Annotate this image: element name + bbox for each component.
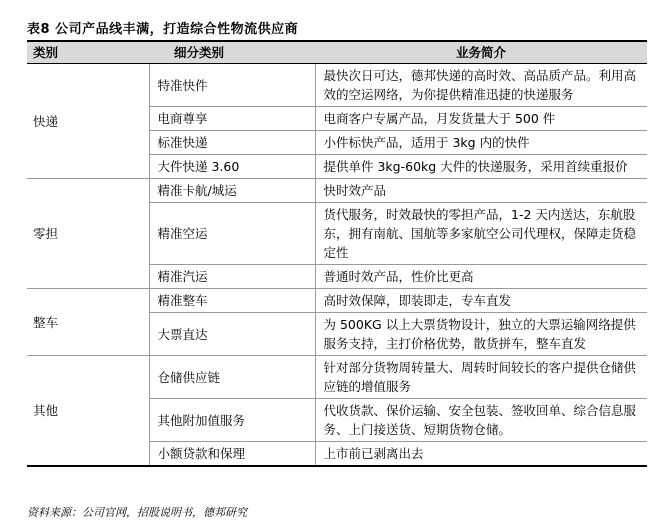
description-cell: 货代服务，时效最快的零担产品，1-2 天内送达，东航股东，拥有南航、国航等多家航空公司代理权，保障走货稳定性 <box>315 203 647 265</box>
table-row <box>27 64 647 107</box>
description-cell: 提供单件 3kg-60kg 大件的快递服务，采用首续重报价 <box>315 155 647 179</box>
description-cell: 为 500KG 以上大票货物设计，独立的大票运输网络提供服务支持，主打价格优势，散货拼车，整车直发 <box>315 313 647 356</box>
subcategory-cell: 其他附加值服务 <box>149 399 315 442</box>
header-subcategory: 细分类别 <box>149 41 315 64</box>
description-cell: 代收货款、保价运输、安全包装、签收回单、综合信息服务、上门接送货、短期货物仓储。 <box>315 399 647 442</box>
table-row <box>27 356 647 399</box>
table-title: 表8 公司产品线丰满，打造综合性物流供应商 <box>27 22 299 37</box>
table-header-row <box>27 41 647 64</box>
table-row <box>27 289 647 313</box>
table-row <box>27 179 647 203</box>
description-cell: 普通时效产品，性价比更高 <box>315 265 647 289</box>
description-cell: 上市前已剥离出去 <box>315 442 647 467</box>
subcategory-cell: 精准整车 <box>149 289 315 313</box>
category-cell: 其他 <box>27 356 149 467</box>
description-cell: 电商客户专属产品，月发货量大于 500 件 <box>315 107 647 131</box>
subcategory-cell: 大件快递 3.60 <box>149 155 315 179</box>
category-cell: 整车 <box>27 289 149 356</box>
subcategory-cell: 仓储供应链 <box>149 356 315 399</box>
subcategory-cell: 精准汽运 <box>149 265 315 289</box>
subcategory-cell: 标准快递 <box>149 131 315 155</box>
description-cell: 针对部分货物周转量大、周转时间较长的客户提供仓储供应链的增值服务 <box>315 356 647 399</box>
subcategory-cell: 特准快件 <box>149 64 315 107</box>
subcategory-cell: 小额贷款和保理 <box>149 442 315 467</box>
source-note: 资料来源：公司官网，招股说明书，德邦研究 <box>27 506 247 519</box>
subcategory-cell: 大票直达 <box>149 313 315 356</box>
product-line-table <box>27 40 647 467</box>
table-body <box>27 64 647 467</box>
header-description: 业务简介 <box>315 41 647 64</box>
subcategory-cell: 电商尊享 <box>149 107 315 131</box>
description-cell: 高时效保障，即装即走，专车直发 <box>315 289 647 313</box>
description-cell: 小件标快产品，适用于 3kg 内的快件 <box>315 131 647 155</box>
subcategory-cell: 精准空运 <box>149 203 315 265</box>
description-cell: 最快次日可达，德邦快递的高时效、高品质产品。利用高效的空运网络，为你提供精准迅捷的快递服务 <box>315 64 647 107</box>
header-category: 类别 <box>27 41 149 64</box>
subcategory-cell: 精准卡航/城运 <box>149 179 315 203</box>
description-cell: 快时效产品 <box>315 179 647 203</box>
category-cell: 快递 <box>27 64 149 179</box>
category-cell: 零担 <box>27 179 149 289</box>
